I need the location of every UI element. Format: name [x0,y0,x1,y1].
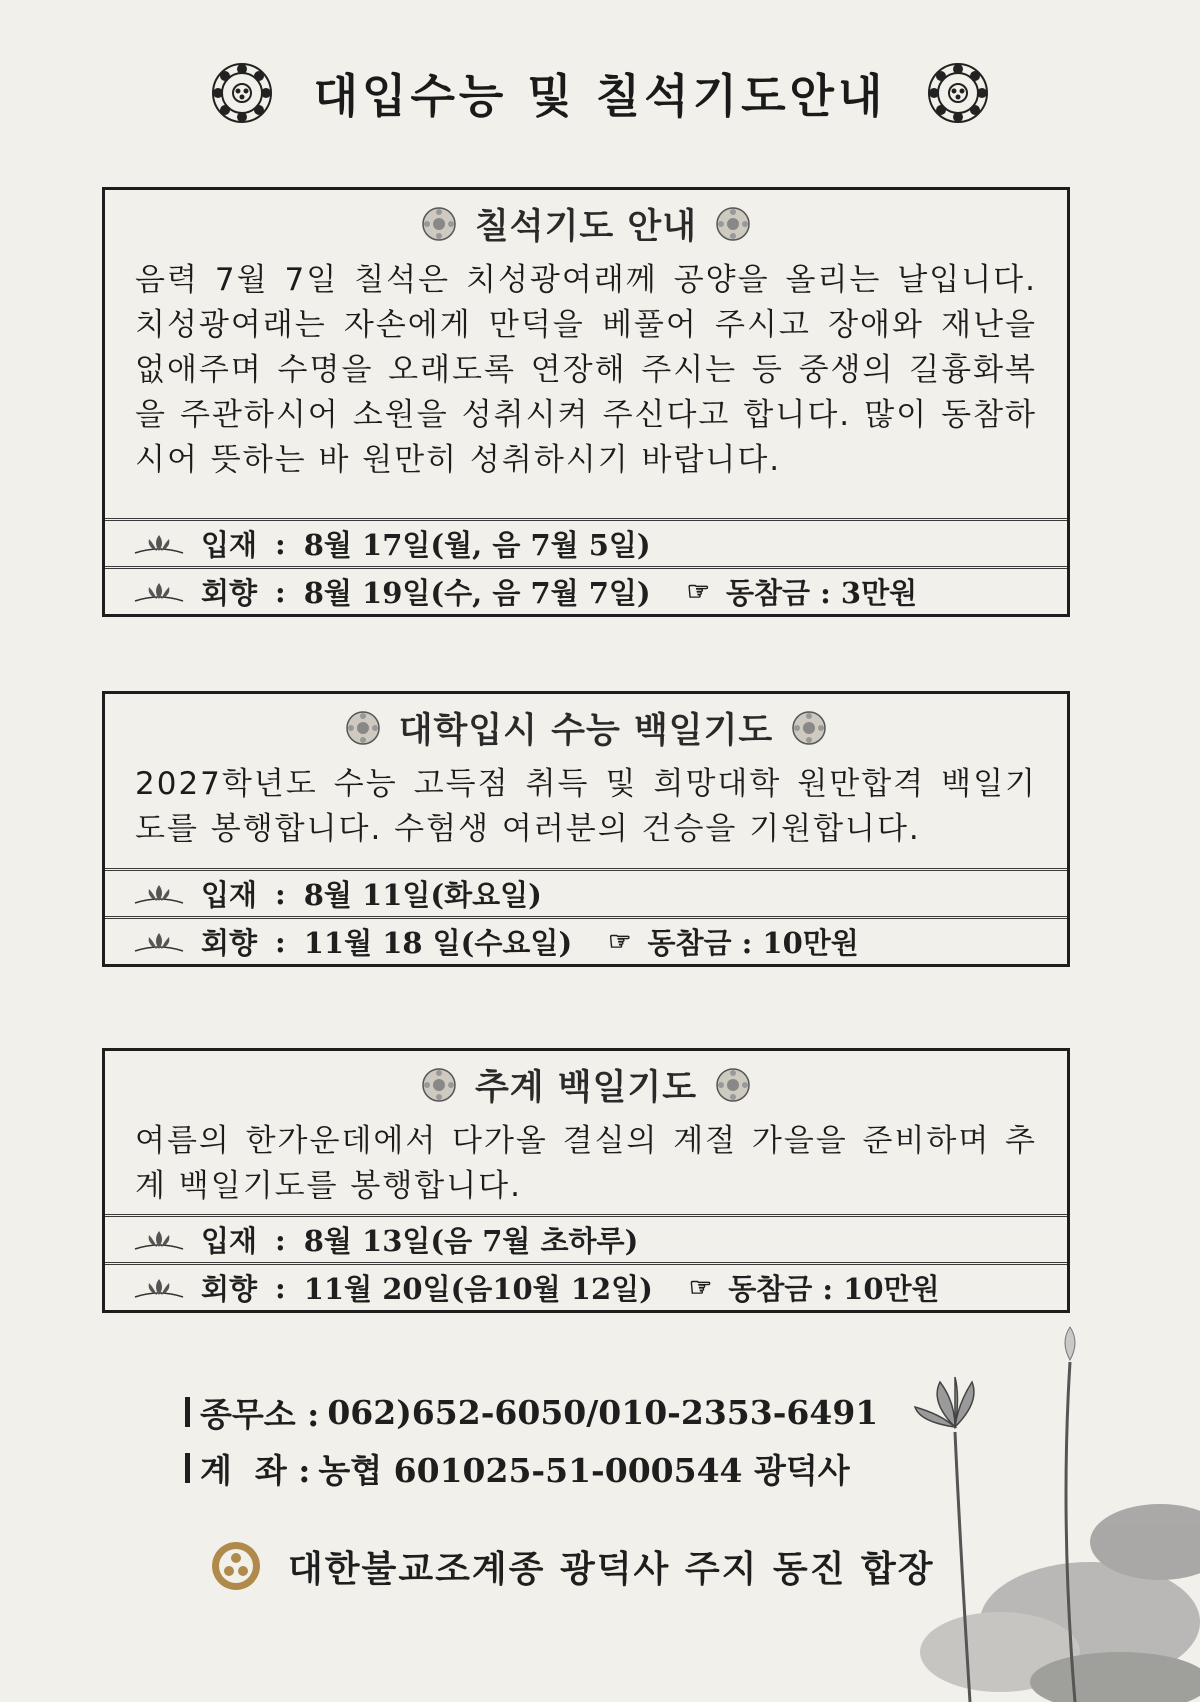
ink-lotus-illustration [860,1322,1200,1702]
flower-medallion-icon [210,61,274,125]
schedule-rows [105,868,1067,964]
three-dot-seal-icon [210,1540,262,1592]
section-chilseok [102,187,1070,617]
row-extra: 동참금 : 10만원 [647,926,859,960]
account-label: 계 좌 : [200,1450,311,1490]
section-header [105,1051,1067,1119]
schedule-rows [105,518,1067,614]
bank-account-line [185,1440,878,1496]
page-title: 대입수능 및 칠석기도안내 [313,69,887,123]
contact-info [185,1384,878,1496]
lotus-icon [131,531,187,557]
row-label: 회향 [201,576,258,610]
flower-medallion-icon [791,710,827,746]
office-phone: 062)652-6050/010-2353-6491 [327,1392,879,1432]
section-title: 대학입시 수능 백일기도 [398,711,774,751]
flower-medallion-icon [345,710,381,746]
section-paragraph: 음력 7월 7일 칠석은 치성광여래께 공양을 올리는 날입니다. 치성광여래는 자손에게 만덕을 베풀어 주시고 장애와 재난을 없애주며 수명을 오래도록 연장해 주시는 등 중생의 길흉화복을 주관하시어 소원을 성취시켜 주신다고 합니다. 많이 동참하시어 뜻하는 바 원만히 성취하시기 바랍니다. [135,262,1037,478]
row-label: 입재 [201,1224,258,1258]
row-separator: : [275,1222,286,1257]
lotus-icon [131,1227,187,1253]
flower-medallion-icon [421,206,457,242]
section-paragraph: 여름의 한가운데에서 다가올 결실의 계절 가을을 준비하며 추계 백일기도를 봉행합니다. [135,1123,1037,1204]
row-extra: 동참금 : 3만원 [725,576,918,610]
schedule-row-start [105,868,1067,916]
row-label: 입재 [201,878,258,912]
flower-medallion-icon [926,61,990,125]
row-label: 회향 [201,1272,258,1306]
row-value: 8월 17일(월, 음 7월 5일) [303,528,651,562]
section-header [105,694,1067,762]
row-extra: 동참금 : 10만원 [728,1272,940,1306]
flower-medallion-icon [421,1067,457,1103]
row-label: 입재 [201,528,258,562]
section-autumn [102,1048,1070,1313]
temple-signature: 대한불교조계종 광덕사 주지 동진 합장 [288,1547,935,1590]
schedule-row-end [105,1262,1067,1310]
row-value: 8월 13일(음 7월 초하루) [303,1224,639,1258]
schedule-row-start [105,1214,1067,1262]
flower-medallion-icon [715,1067,751,1103]
schedule-row-start [105,518,1067,566]
pointing-hand-icon: ☞ [608,926,632,957]
office-phone-line [185,1384,878,1440]
bullet-bar [185,1397,190,1427]
row-separator: : [275,1270,286,1305]
pointing-hand-icon: ☞ [688,1272,713,1303]
pointing-hand-icon: ☞ [686,576,710,607]
lotus-icon [131,1275,187,1301]
section-title: 추계 백일기도 [474,1068,698,1108]
flower-medallion-icon [715,206,751,242]
section-suneung [102,691,1070,967]
row-separator: : [275,876,286,911]
section-description [135,762,1037,852]
row-separator: : [275,924,286,959]
row-value: 8월 19일(수, 음 7월 7일) [303,576,651,610]
page-header [0,60,1200,126]
row-value: 8월 11일(화요일) [303,878,542,912]
lotus-icon [131,929,187,955]
schedule-row-end [105,916,1067,964]
section-description [135,1119,1037,1209]
row-separator: : [275,526,286,561]
row-label: 회향 [201,926,258,960]
office-label: 종무소 : [200,1394,320,1434]
bank-account: 농협 601025-51-000544 광덕사 [318,1450,850,1490]
section-header [105,190,1067,258]
lotus-icon [131,881,187,907]
bullet-bar [185,1453,190,1483]
schedule-row-end [105,566,1067,614]
footer [210,1540,935,1592]
row-value: 11월 20일(음10월 12일) [303,1272,653,1306]
schedule-rows [105,1214,1067,1310]
section-title: 칠석기도 안내 [474,207,698,247]
row-value: 11월 18 일(수요일) [303,926,573,960]
section-description [135,258,1037,483]
lotus-icon [131,579,187,605]
section-paragraph: 2027학년도 수능 고득점 취득 및 희망대학 원만합격 백일기도를 봉행합니다. 수험생 여러분의 건승을 기원합니다. [135,766,1037,847]
row-separator: : [275,574,286,609]
